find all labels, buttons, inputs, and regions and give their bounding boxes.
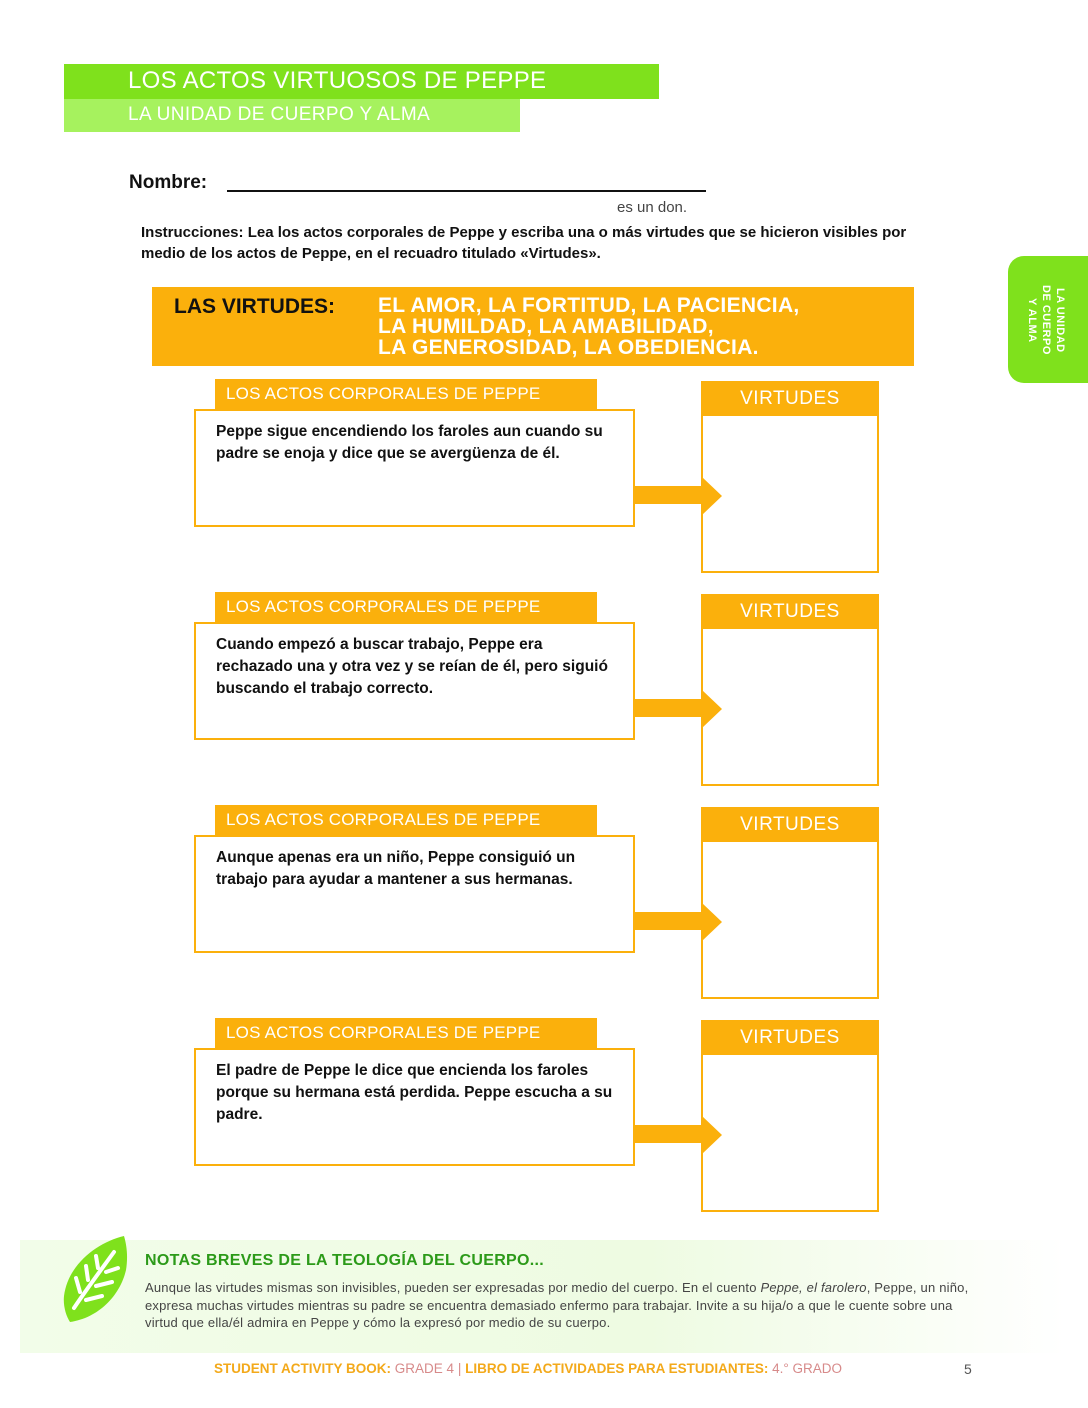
- name-suffix: es un don.: [617, 199, 688, 216]
- footer-separator: |: [457, 1361, 462, 1376]
- name-input-line[interactable]: [227, 190, 706, 192]
- virtues-box-header: VIRTUDES: [701, 381, 879, 416]
- notes-body: [145, 1279, 970, 1332]
- activity-tab-label: LOS ACTOS CORPORALES DE PEPPE: [215, 379, 597, 409]
- leaf-icon: [58, 1234, 130, 1324]
- activity-row: [0, 592, 1088, 792]
- activity-row: [0, 379, 1088, 579]
- section-side-tab-label: LA UNIDAD DE CUERPO Y ALMA: [1026, 285, 1066, 355]
- activity-text: Peppe sigue encendiendo los faroles aun cuando su padre se enoja y dice que se avergüenza de él.: [216, 423, 603, 462]
- virtues-box-header: VIRTUDES: [701, 594, 879, 629]
- virtues-banner-list: EL AMOR, LA FORTITUD, LA PACIENCIA, LA HUMILDAD, LA AMABILIDAD, LA GENEROSIDAD, LA OBEDIENCIA.: [378, 294, 800, 359]
- notes-title: NOTAS BREVES DE LA TEOLOGÍA DEL CUERPO...: [145, 1252, 545, 1269]
- page-title: LOS ACTOS VIRTUOSOS DE PEPPE: [128, 67, 547, 94]
- page-subtitle: LA UNIDAD DE CUERPO Y ALMA: [128, 104, 431, 125]
- virtues-banner-label: LAS VIRTUDES:: [174, 295, 336, 318]
- activity-text: Cuando empezó a buscar trabajo, Peppe era rechazado una y otra vez y se reían de él, pero siguió buscando el trabajo correcto.: [216, 636, 608, 697]
- notes-body-text: , Peppe, un niño, expresa muchas virtudes mientras su padre se encuentra demasiado enfermo para trabajar. Invite a su hija/o a que le cuente sobre una virtud que ella/él admira en Peppe y cómo la expresó por medio de su cuerpo.: [145, 1280, 969, 1330]
- activity-text: El padre de Peppe le dice que encienda los faroles porque su hermana está perdida. Peppe escucha a su padre.: [216, 1062, 613, 1123]
- footer-grade-es: 4.° GRADO: [772, 1361, 843, 1376]
- book-title: Peppe, el farolero: [760, 1280, 867, 1295]
- activity-text: Aunque apenas era un niño, Peppe consiguió un trabajo para ayudar a mantener a sus hermanas.: [216, 849, 576, 888]
- name-label: Nombre:: [129, 172, 208, 193]
- arrow-right-icon: [634, 690, 724, 728]
- activity-tab-label: LOS ACTOS CORPORALES DE PEPPE: [215, 592, 597, 622]
- activity-tab-label: LOS ACTOS CORPORALES DE PEPPE: [215, 805, 597, 835]
- arrow-right-icon: [634, 903, 724, 941]
- notes-body-text: Aunque las virtudes mismas son invisibles, pueden ser expresadas por medio del cuerpo. En el cuento: [145, 1280, 761, 1295]
- activity-tab-label: LOS ACTOS CORPORALES DE PEPPE: [215, 1018, 597, 1048]
- arrow-right-icon: [634, 477, 724, 515]
- footer-book-es: LIBRO DE ACTIVIDADES PARA ESTUDIANTES:: [465, 1361, 769, 1376]
- activity-row: [0, 805, 1088, 1005]
- page-number: 5: [964, 1361, 972, 1377]
- footer-book-en: STUDENT ACTIVITY BOOK:: [214, 1361, 392, 1376]
- virtues-box-header: VIRTUDES: [701, 807, 879, 842]
- virtues-box-header: VIRTUDES: [701, 1020, 879, 1055]
- footer-grade-en: GRADE 4: [394, 1361, 455, 1376]
- footer: [214, 1361, 842, 1376]
- arrow-right-icon: [634, 1116, 724, 1154]
- instructions: Instrucciones: Lea los actos corporales de Peppe y escriba una o más virtudes que se hicieron visibles por medio de los actos de Peppe, en el recuadro titulado «Virtudes».: [141, 224, 907, 262]
- activity-row: [0, 1018, 1088, 1218]
